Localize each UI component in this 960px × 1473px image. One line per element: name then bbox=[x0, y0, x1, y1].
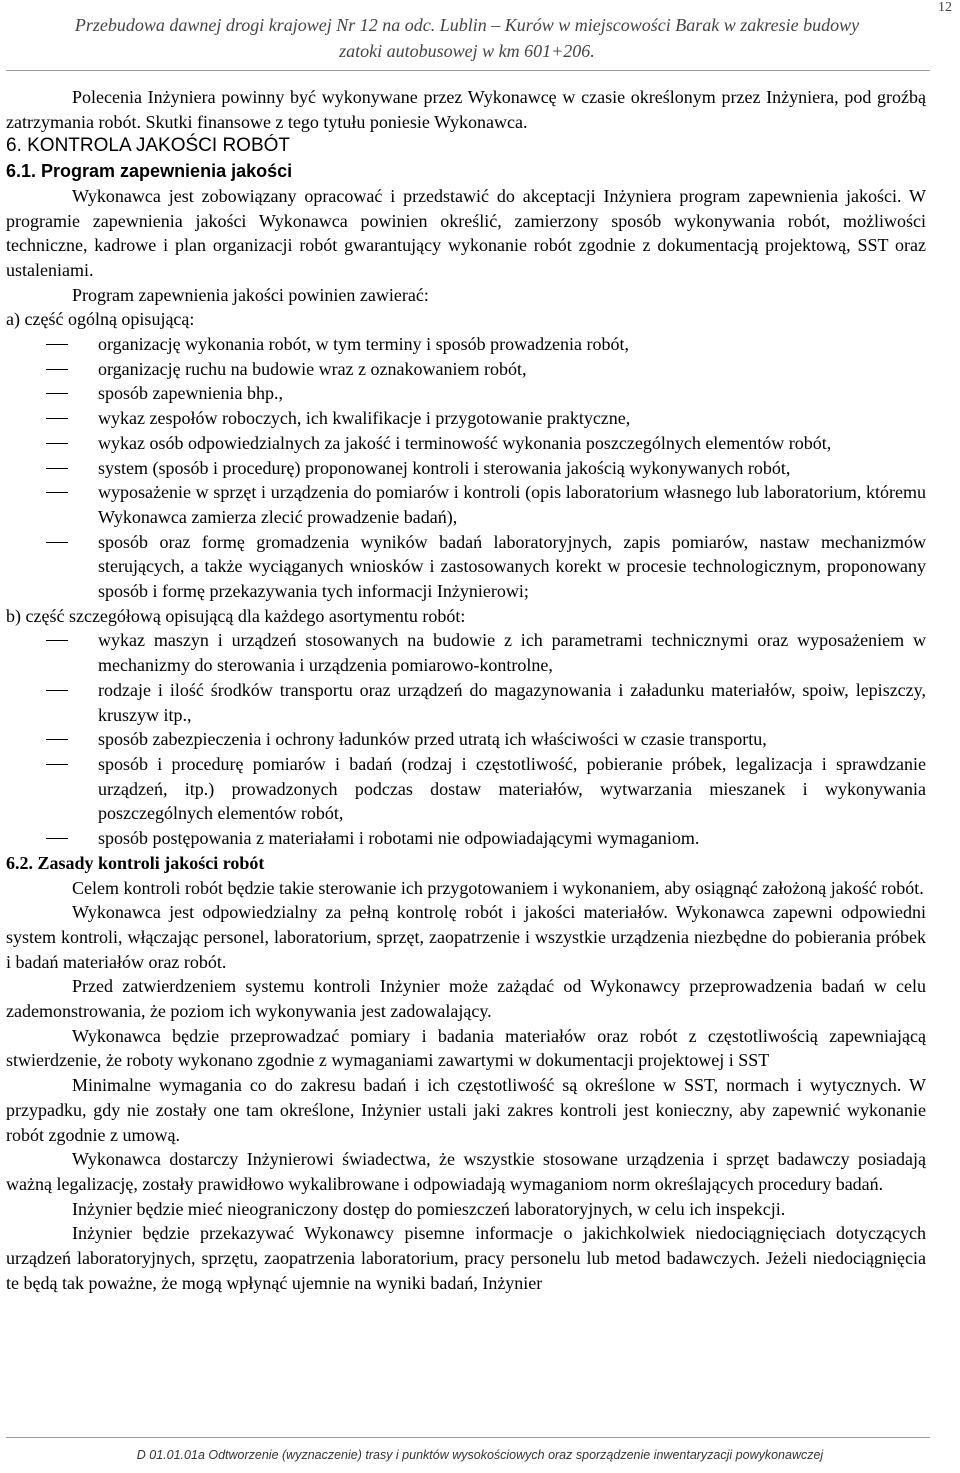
list-item: wyposażenie w sprzęt i urządzenia do pomiarów i kontroli (opis laboratorium własnego lub laboratorium, któremu Wykonawca zamierza zlecić prowadzenie badań), bbox=[6, 480, 926, 529]
section-6-2-paragraph-4: Wykonawca będzie przeprowadzać pomiary i badania materiałów oraz robót z częstotliwością zapewniającą stwierdzenie, że roboty wykonano zgodnie z wymaganiami zawartymi w dokumentacji projektowej i SST bbox=[6, 1025, 926, 1071]
list-item: sposób postępowania z materiałami i robotami nie odpowiadającymi wymaganiom. bbox=[6, 826, 926, 851]
document-footer: D 01.01.01a Odtworzenie (wyznaczenie) trasy i punktów wysokościowych oraz sporządzenie inwentaryzacji powykonawczej bbox=[136, 1448, 824, 1462]
list-item: sposób i procedurę pomiarów i badań (rodzaj i częstotliwość, pobieranie próbek, legalizacja i sprawdzanie urządzeń, itp.) prowadzonych podczas dostaw materiałów, wytwarzania mieszanek i wykonywania poszczególnych elementów robót, bbox=[6, 752, 926, 826]
section-6-2-paragraph-2: Wykonawca jest odpowiedzialny za pełną kontrolę robót i jakości materiałów. Wykonawca zapewni odpowiedni system kontroli, włączając personel, laboratorium, sprzęt, zaopatrzenie i wszystkie urządzenia niezbędne do pobierania próbek i badań materiałów oraz robót. bbox=[6, 902, 926, 972]
section-6-2-paragraph-5: Minimalne wymagania co do zakresu badań i ich częstotliwość są określone w SST, normach i wytycznych. W przypadku, gdy nie zostały one tam określone, Inżynier ustali jaki zakres kontroli jest konieczny, aby zapewnić wykonanie robót zgodnie z umową. bbox=[6, 1075, 926, 1145]
section-6-2-paragraph-1: Celem kontroli robót będzie takie sterowanie ich przygotowaniem i wykonaniem, aby osiągnąć założoną jakość robót. bbox=[72, 877, 924, 898]
header-divider bbox=[6, 70, 930, 71]
section-6-2-paragraph-6: Wykonawca dostarczy Inżynierowi świadectwa, że wszystkie stosowane urządzenia i sprzęt badawczy posiadają ważną legalizację, zostały prawidłowo wykalibrowane i odpowiadają wymaganiom norm określających procedury badań. bbox=[6, 1149, 926, 1194]
part-a-label: a) część ogólną opisującą: bbox=[6, 309, 195, 330]
list-item: organizację ruchu na budowie wraz z oznakowaniem robót, bbox=[6, 357, 926, 382]
page-number: 12 bbox=[938, 0, 952, 15]
section-6-2-paragraph-7: Inżynier będzie mieć nieograniczony dostęp do pomieszczeń laboratoryjnych, w celu ich inspekcji. bbox=[72, 1198, 786, 1219]
list-item: wykaz maszyn i urządzeń stosowanych na budowie z ich parametrami technicznymi oraz wyposażeniem w mechanizmy do sterowania i urządzenia pomiarowo-kontrolne, bbox=[6, 628, 926, 677]
document-body bbox=[6, 85, 926, 1295]
list-item: wykaz zespołów roboczych, ich kwalifikacje i przygotowanie praktyczne, bbox=[6, 406, 926, 431]
section-6-1-paragraph-2: Program zapewnienia jakości powinien zawierać: bbox=[72, 284, 429, 305]
section-6-2-heading: 6.2. Zasady kontroli jakości robót bbox=[6, 852, 265, 873]
header-line-1: Przebudowa dawnej drogi krajowej Nr 12 na odc. Lublin – Kurów w miejscowości Barak w zakresie budowy bbox=[74, 15, 860, 35]
document-header bbox=[6, 12, 928, 64]
part-b-list bbox=[6, 628, 926, 850]
footer-divider bbox=[6, 1437, 930, 1438]
section-6-1-heading: 6.1. Program zapewnienia jakości bbox=[6, 161, 293, 182]
section-6-2-paragraph-8: Inżynier będzie przekazywać Wykonawcy pisemne informacje o jakichkolwiek niedociągnięciach dotyczących urządzeń laboratoryjnych, sprzętu, zaopatrzenia laboratorium, pracy personelu lub metod badawczych. Jeżeli niedociągnięcia te będą tak poważne, że mogą wpłynąć ujemnie na wyniki badań, Inżynier bbox=[6, 1223, 926, 1293]
list-item: sposób oraz formę gromadzenia wyników badań laboratoryjnych, zapis pomiarów, nastaw mechanizmów sterujących, a także wyciąganych wniosków i zastosowanych korekt w procesie technologicznym, proponowany sposób i formę przekazywania tych informacji Inżynierowi; bbox=[6, 530, 926, 604]
section-6-2-paragraph-3: Przed zatwierdzeniem systemu kontroli Inżynier może zażądać od Wykonawcy przeprowadzenia badań w celu zademonstrowania, że poziom ich wykonywania jest zadowalający. bbox=[6, 976, 926, 1022]
list-item: organizację wykonania robót, w tym terminy i sposób prowadzenia robót, bbox=[6, 332, 926, 357]
list-item: wykaz osób odpowiedzialnych za jakość i terminowość wykonania poszczególnych elementów robót, bbox=[6, 431, 926, 456]
list-item: rodzaje i ilość środków transportu oraz urządzeń do magazynowania i załadunku materiałów, spoiw, lepiszczy, kruszyw itp., bbox=[6, 678, 926, 727]
list-item: sposób zabezpieczenia i ochrony ładunków przed utratą ich właściwości w czasie transportu, bbox=[6, 727, 926, 752]
part-a-list bbox=[6, 332, 926, 604]
part-b-label: b) część szczegółową opisującą dla każdego asortymentu robót: bbox=[6, 605, 466, 626]
section-6-1-paragraph-1: Wykonawca jest zobowiązany opracować i przedstawić do akceptacji Inżyniera program zapewnienia jakości. W programie zapewnienia jakości Wykonawca powinien określić, zamierzony sposób wykonywania robót, możliwości techniczne, kadrowe i plan organizacji robót gwarantujący wykonanie robót zgodnie z dokumentacją projektową, SST oraz ustaleniami. bbox=[6, 185, 926, 280]
list-item: system (sposób i procedurę) proponowanej kontroli i sterowania jakością wykonywanych robót, bbox=[6, 456, 926, 481]
intro-paragraph: Polecenia Inżyniera powinny być wykonywane przez Wykonawcę w czasie określonym przez Inżyniera, pod groźbą zatrzymania robót. Skutki finansowe z tego tytułu poniesie Wykonawca. bbox=[6, 87, 926, 132]
list-item: sposób zapewnienia bhp., bbox=[6, 381, 926, 406]
section-6-heading: 6. KONTROLA JAKOŚCI ROBÓT bbox=[6, 135, 291, 157]
header-line-2: zatoki autobusowej w km 601+206. bbox=[339, 41, 595, 61]
